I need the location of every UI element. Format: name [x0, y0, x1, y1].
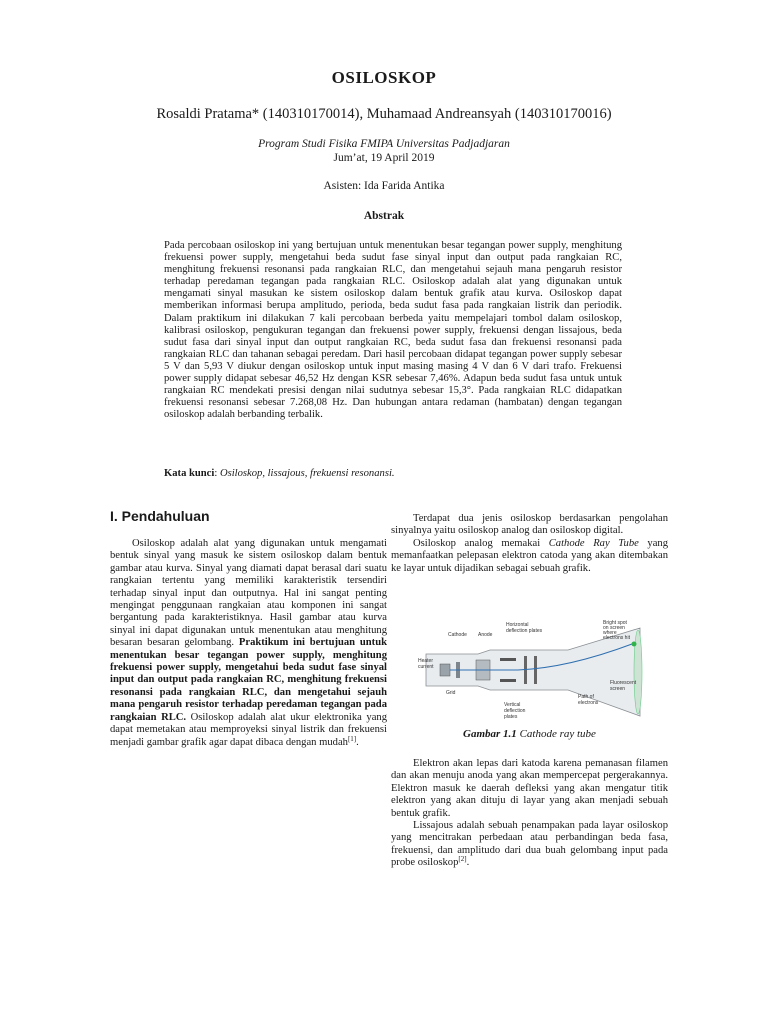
- intro-paragraph: [110, 538, 387, 749]
- left-column: [110, 538, 387, 749]
- vertical-plate-bottom: [500, 679, 516, 682]
- crt-diagram-svg: [418, 620, 650, 722]
- intro-text-a: Osiloskop adalah alat yang digunakan untuk mengamati bentuk sinyal yang masuk ke sistem osiloskop dalam bentuk gambar atau kurva. Sinyal yang diamati dapat berasal dari suatu rangkaian tertentu yang memiliki karakteristik tersendiri terhadap sinyal input dan outputnya. Hal ini sangat penting mengingat penggunaan rangkaian atau komponen ini sangat bergantung pada karakteristiknya. Hasil gambar atau kurva sinyal ini dapat digunakan untuk menentukan atau menghitung besaran besaran gelombang.: [110, 538, 387, 649]
- label-grid: Grid: [446, 690, 456, 696]
- label-bright-2: on screen: [603, 625, 625, 631]
- lissajous-end: .: [466, 857, 470, 869]
- caption-label: Gambar 1.1: [463, 728, 517, 740]
- abstract-heading: Abstrak: [363, 210, 405, 222]
- authors-line: Rosaldi Pratama* (140310170014), Muhamaad Andreansyah (140310170016): [156, 106, 612, 122]
- label-bright: Bright spot: [603, 620, 627, 626]
- figure-caption: [391, 728, 668, 740]
- keywords-label: Kata kunci: [164, 468, 215, 479]
- label-anode: Anode: [478, 632, 493, 638]
- affiliation: Program Studi Fisika FMIPA Universitas Padjadjaran: [258, 138, 510, 150]
- vertical-plate-top: [500, 658, 516, 661]
- analog-osc-paragraph: [391, 538, 668, 575]
- label-horizontal: Horizontal: [506, 622, 529, 628]
- bright-spot: [632, 642, 637, 647]
- citation-ref-1: [1]: [347, 734, 357, 743]
- analog-text-b: yang memanfaatkan pelepasan elektron catoda yang akan ditembakan ke layar untuk dijadikan sebagai sebuah grafik.: [391, 537, 668, 574]
- intro-text-c: Osiloskop adalah alat ukur elektronika yang dapat memetakan atau memproyeksi sinyal listrik dan frekuensi menjadi gambar grafik agar dapat dibaca dengan mudah: [110, 711, 388, 748]
- keywords-separator: :: [214, 468, 220, 479]
- label-path-2: electrons: [578, 700, 599, 706]
- label-horizontal-2: deflection plates: [506, 628, 543, 634]
- osc-types-paragraph: Terdapat dua jenis osiloskop berdasarkan pengolahan sinyalnya yaitu osiloskop analog dan osiloskop digital.: [391, 513, 668, 537]
- label-path: Path of: [578, 694, 594, 700]
- label-vertical: Vertical: [504, 702, 521, 708]
- electron-paragraph: Elektron akan lepas dari katoda karena pemanasan filamen dan akan menuju anoda yang akan mempercepat pergerakannya. Elektron masuk ke daerah defleksi yang akan mengatur titik elektron yang akan dituju di layar yang akan menjadi sebuah bentuk grafik.: [391, 758, 668, 819]
- intro-text-end: .: [356, 736, 359, 748]
- label-heater: Heater: [418, 658, 434, 664]
- caption-text: Cathode ray tube: [516, 728, 596, 740]
- label-bright-3: where: [603, 630, 617, 636]
- date-line: Jum’at, 19 April 2019: [333, 152, 435, 164]
- analog-text-crt: Cathode Ray Tube: [548, 537, 639, 549]
- paper-title: OSILOSKOP: [331, 68, 437, 87]
- section-heading-pendahuluan: I. Pendahuluan: [110, 508, 210, 524]
- crt-figure: [418, 620, 650, 722]
- right-column-top: [391, 513, 668, 575]
- keywords-line: [164, 468, 622, 479]
- abstract-body: Pada percobaan osiloskop ini yang bertujuan untuk menentukan besar tegangan power supply, menghitung frekuensi power supply, mengetahui beda sudut fase sinyal input dan output pada rangkaian RC, menghitung frekuensi resonansi pada rangkaian RLC, dan mengetahui sejauh mana pengaruh resistor terhadap peredaman tegangan pada rangkaian RLC. Osiloskop adalah alat yang digunakan untuk mengamati sinyal masukan ke sistem osiloskop dalam bentuk grafik atau kurva. Osiloskop dapat memberikan informasi berupa amplitudo, perioda, beda sudut fasa pada rangkaian listrik dan periodik. Dalam praktikum ini dilakukan 7 kali percobaan berbeda yaitu mempelajari tombol dalam osiloskop, kalibrasi osiloskop, pengukuran tegangan dan frekuensi power supply, frekuensi dengan lissajous, beda sudut fasa dari sinyal input dan output rangkaian RC, beda sudut fasa dan frekuensi resonansi pada rangkaian RLC dan tahanan sebagai peredam. Dari hasil percobaan didapat tegangan power supply sebesar 5 V dan 5,93 V diukur dengan osiloskop untuk input masing masing 4 V dan 6 V dari trafo. Frekuensi power supply didapat sebesar 46,52 Hz dengan KSR sebesar 7,46%. Adapun beda sudut fasa untuk untuk rangkaian RC mendekati presisi dengan nilai sudutnya sebesar 15,3°. Pada rangkaian RLC didapatkan frekuensi resonansi sebesar 7.268,08 Hz. Dan hubungan antara redaman (hambatan) dengan tegangan osiloskop adalah berbanding terbalik.: [164, 240, 622, 421]
- horizontal-plate-back: [534, 656, 537, 684]
- label-fluor: Fluorescent: [610, 680, 637, 686]
- citation-ref-2: [2]: [458, 855, 467, 864]
- intro-text-purpose: Praktikum ini bertujuan untuk menentukan besar tegangan power supply, menghitung frekuensi power supply, mengetahui beda sudut fase sinyal input dan output pada rangkaian RC, menghitung frekuensi resonansi pada rangkaian RLC, dan mengetahui sejauh mana pengaruh resistor terhadap peredaman tegangan pada rangkaian RLC.: [110, 637, 387, 723]
- cathode-shape: [440, 664, 450, 676]
- assistant-line: Asisten: Ida Farida Antika: [323, 180, 445, 192]
- label-heater-2: current: [418, 664, 434, 670]
- right-column-bottom: [391, 758, 668, 870]
- analog-text-a: Osiloskop analog memakai: [413, 537, 549, 549]
- label-bright-4: electrons hit: [603, 635, 630, 641]
- label-fluor-2: screen: [610, 686, 626, 692]
- keywords-values: Osiloskop, lissajous, frekuensi resonansi.: [219, 468, 395, 479]
- label-vertical-2: deflection: [504, 708, 526, 714]
- lissajous-text: Lissajous adalah sebuah penampakan pada layar osiloskop yang mencitrakan perbedaan atau perbandingan beda fasa, frekuensi, dan amplitudo dari dua buah gelombang input pada probe osiloskop: [391, 820, 668, 869]
- label-cathode: Cathode: [448, 632, 467, 638]
- lissajous-paragraph: [391, 820, 668, 870]
- label-vertical-3: plates: [504, 714, 518, 720]
